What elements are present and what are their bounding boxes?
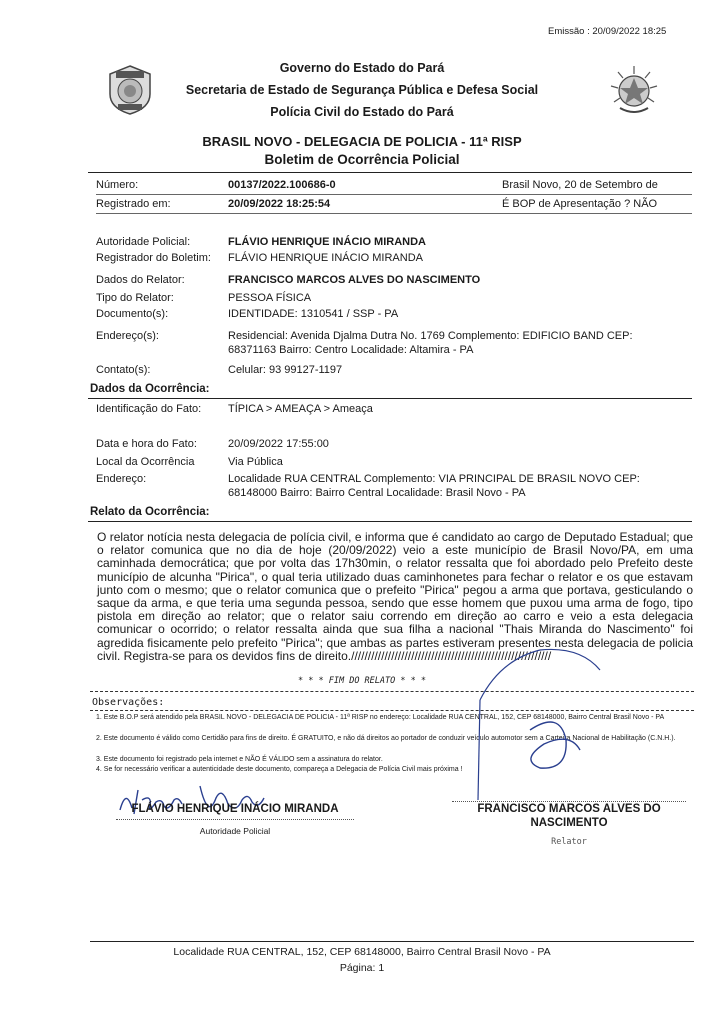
endereco-fato-line2: 68148000 Bairro: Bairro Central Localidade: Brasil Novo - PA (228, 487, 526, 499)
relator-role: Relator (551, 837, 587, 847)
documentos-value: IDENTIDADE: 1310541 / SSP - PA (228, 308, 399, 320)
identificacao-label: Identificação do Fato: (96, 403, 202, 415)
signature-line (452, 801, 686, 802)
documentos-label: Documento(s): (96, 308, 169, 320)
relator-label: Dados do Relator: (96, 274, 185, 286)
registrador-label: Registrador do Boletim: (96, 252, 211, 264)
relator-value: FRANCISCO MARCOS ALVES DO NASCIMENTO (228, 274, 481, 286)
ocorrencia-section-title: Dados da Ocorrência: (90, 383, 210, 395)
registrado-label: Registrado em: (96, 198, 171, 210)
bop-apresentacao: É BOP de Apresentação ? NÃO (502, 198, 658, 210)
divider (88, 398, 692, 399)
end-of-report-marker: * * * FIM DO RELATO * * * (298, 676, 426, 686)
footer-address: Localidade RUA CENTRAL, 152, CEP 68148000, Bairro Central Brasil Novo - PA (173, 946, 551, 958)
relator-signature-icon (470, 640, 620, 810)
endereco-relator-line2: 68371163 Bairro: Centro Localidade: Altamira - PA (228, 344, 474, 356)
divider (88, 172, 692, 173)
observacao-item-4: 4. Se for necessário verificar a autenticidade deste documento, compareça a Delegacia de Polícia Civil mais próxima ! (96, 766, 463, 773)
header-delegacia: BRASIL NOVO - DELEGACIA DE POLICIA - 11ª RISP (202, 134, 522, 149)
endereco-fato-line1: Localidade RUA CENTRAL Complemento: VIA PRINCIPAL DE BRASIL NOVO CEP: (228, 473, 640, 485)
authority-role: Autoridade Policial (199, 826, 271, 836)
document-title: Boletim de Ocorrência Policial (264, 152, 460, 167)
registrador-value: FLÁVIO HENRIQUE INÁCIO MIRANDA (228, 252, 423, 264)
endereco-relator-line1: Residencial: Avenida Djalma Dutra No. 1769 Complemento: EDIFICIO BAND CEP: (228, 330, 633, 342)
footer-divider (90, 941, 694, 942)
local-ocorrencia-value: Via Pública (228, 456, 283, 468)
tipo-relator-label: Tipo do Relator: (96, 292, 174, 304)
observacao-item-2: 2. Este documento é válido como Certidão para fins de direito. É GRATUITO, e não dá direitos ao portador de conduzir veículo automotor sem a Carteira Nacional de Habilitação (C.N.H.). (96, 735, 676, 742)
divider (88, 521, 692, 522)
relato-text: O relator notícia nesta delegacia de polícia civil, e informa que é candidato ao cargo de Deputado Estadual; que o relator comunica que no dia de hoje (20/09/2022) veio a este município de Brasil Novo/PA, em uma caminhada democrática; que por volta das 17h30min, o relator ressalta que foi abordado pelo Prefeito deste município de alcunha "Pirica", o qual teria utilizado duas caminhonetes para fechar o relator e os que estavam junto com o mesmo; que o relator comunica que o prefeito "Pirica" pegou a arma que portava, gesticulando o saque da arma, e que teria uma segunda pessoa, sendo que esse homem que puxou uma arma de fogo, tipo pistola em direção ao relator; que o relator saiu correndo em direção ao carro e veio a esta delegacia comunicar o ocorrido; o relator ressalta ainda que sua filha a nacional "Thais Miranda do Nascimento" foi agredida fisicamente pelo prefeito "Pirica"; que ambas as partes estiveram presentes nesta delegacia de policia civil. Registra-se para os devidos fins de direito.//////////////////////////////////////////////////////////// (97, 530, 693, 663)
header-secretariat: Secretaria de Estado de Segurança Pública e Defesa Social (185, 83, 539, 97)
page-number: Página: 1 (339, 962, 385, 974)
numero-value: 00137/2022.100686-0 (228, 179, 336, 191)
autoridade-label: Autoridade Policial: (96, 236, 191, 248)
relato-section-title: Relato da Ocorrência: (90, 506, 210, 518)
identificacao-value: TÍPICA > AMEAÇA > Ameaça (228, 403, 373, 415)
endereco-fato-label: Endereço: (96, 473, 147, 485)
relator-name-line1: FRANCISCO MARCOS ALVES DO (477, 803, 661, 815)
contato-value: Celular: 93 99127-1197 (228, 364, 343, 376)
contato-label: Contato(s): (96, 364, 151, 376)
emission-date: Emissão : 20/09/2022 18:25 (548, 26, 667, 37)
observacao-item-3: 3. Este documento foi registrado pela internet e NÃO É VÁLIDO sem a assinatura do relator. (96, 756, 383, 763)
endereco-relator-label: Endereço(s): (96, 330, 159, 342)
authority-signature-icon (112, 780, 352, 822)
numero-label: Número: (96, 179, 139, 191)
registrado-value: 20/09/2022 18:25:54 (228, 198, 331, 210)
data-fato-value: 20/09/2022 17:55:00 (228, 438, 329, 450)
header-civil-police: Polícia Civil do Estado do Pará (270, 105, 454, 119)
header-government: Governo do Estado do Pará (279, 61, 445, 75)
local-date: Brasil Novo, 20 de Setembro de (502, 179, 658, 191)
signature-line (116, 819, 354, 820)
divider (96, 194, 692, 195)
authority-name: FLÁVIO HENRIQUE INÁCIO MIRANDA (131, 803, 339, 815)
observacao-item-1: 1. Este B.O.P será atendido pela BRASIL NOVO - DELEGACIA DE POLICIA - 11ª RISP no endereço: Localidade RUA CENTRAL, 152, CEP 68148000, Bairro Central Brasil Novo - PA (96, 714, 665, 721)
data-fato-label: Data e hora do Fato: (96, 438, 197, 450)
observacoes-title: Observações: (92, 697, 165, 708)
autoridade-value: FLÁVIO HENRIQUE INÁCIO MIRANDA (228, 236, 426, 248)
relator-name-line2: NASCIMENTO (530, 817, 608, 829)
tipo-relator-value: PESSOA FÍSICA (228, 292, 312, 304)
divider (96, 213, 692, 214)
local-ocorrencia-label: Local da Ocorrência (96, 456, 195, 468)
